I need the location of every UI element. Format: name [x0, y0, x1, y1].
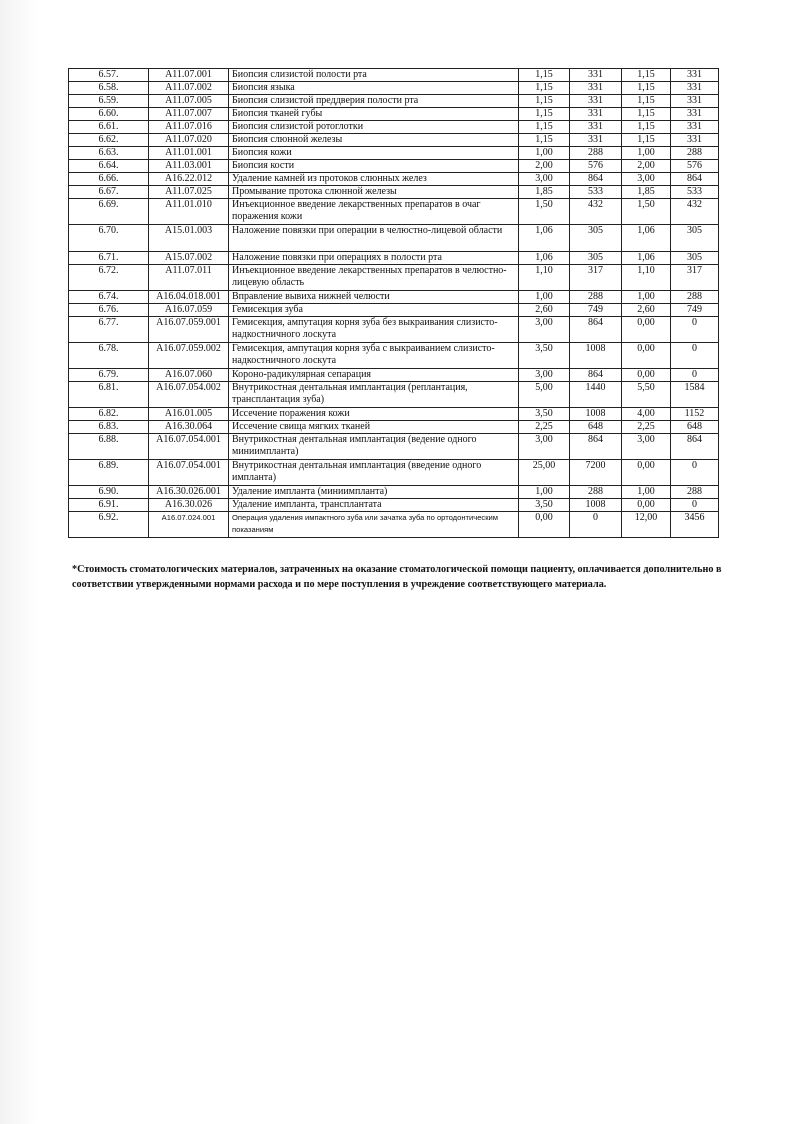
service-name-cell: Внутрикостная дентальная имплантация (ведение одного миниимпланта): [229, 434, 519, 460]
row-number-cell: 6.64.: [69, 160, 149, 173]
price-1-cell: 864: [570, 369, 622, 382]
service-code-cell: A16.07.060: [149, 369, 229, 382]
coefficient-2-cell: 1,15: [622, 95, 671, 108]
price-1-cell: 317: [570, 265, 622, 291]
table-row: [69, 147, 719, 160]
price-2-cell: 0: [671, 499, 719, 512]
coefficient-2-cell: 1,06: [622, 225, 671, 252]
table-row: [69, 95, 719, 108]
service-name-cell: Промывание протока слюнной железы: [229, 186, 519, 199]
service-code-cell: A15.07.002: [149, 252, 229, 265]
service-code-cell: A16.07.024.001: [149, 512, 229, 538]
row-number-cell: 6.61.: [69, 121, 149, 134]
table-row: [69, 382, 719, 408]
coefficient-1-cell: 1,00: [519, 291, 570, 304]
table-row: [69, 108, 719, 121]
table-row: [69, 343, 719, 369]
price-1-cell: 1440: [570, 382, 622, 408]
coefficient-1-cell: 1,15: [519, 69, 570, 82]
price-2-cell: 3456: [671, 512, 719, 538]
service-code-cell: A16.07.054.001: [149, 434, 229, 460]
table-row: [69, 69, 719, 82]
service-code-cell: A11.07.005: [149, 95, 229, 108]
coefficient-1-cell: 1,15: [519, 134, 570, 147]
service-code-cell: A16.07.054.001: [149, 460, 229, 486]
row-number-cell: 6.63.: [69, 147, 149, 160]
service-code-cell: A16.07.059.001: [149, 317, 229, 343]
row-number-cell: 6.67.: [69, 186, 149, 199]
coefficient-1-cell: 2,00: [519, 160, 570, 173]
price-1-cell: 749: [570, 304, 622, 317]
price-1-cell: 288: [570, 486, 622, 499]
row-number-cell: 6.81.: [69, 382, 149, 408]
service-code-cell: A16.07.059.002: [149, 343, 229, 369]
coefficient-2-cell: 0,00: [622, 369, 671, 382]
coefficient-2-cell: 0,00: [622, 460, 671, 486]
row-number-cell: 6.66.: [69, 173, 149, 186]
service-name-cell: Наложение повязки при операции в челюстно-лицевой области: [229, 225, 519, 252]
price-1-cell: 1008: [570, 499, 622, 512]
coefficient-2-cell: 1,50: [622, 199, 671, 225]
table-row: [69, 434, 719, 460]
coefficient-1-cell: 1,06: [519, 252, 570, 265]
scan-edge-shadow: [0, 0, 38, 1124]
table-row: [69, 499, 719, 512]
service-code-cell: A16.01.005: [149, 408, 229, 421]
price-2-cell: 864: [671, 173, 719, 186]
service-code-cell: A11.07.016: [149, 121, 229, 134]
service-code-cell: A16.07.059: [149, 304, 229, 317]
row-number-cell: 6.70.: [69, 225, 149, 252]
price-1-cell: 331: [570, 134, 622, 147]
table-row: [69, 252, 719, 265]
coefficient-2-cell: 5,50: [622, 382, 671, 408]
price-1-cell: 648: [570, 421, 622, 434]
coefficient-2-cell: 4,00: [622, 408, 671, 421]
coefficient-2-cell: 1,06: [622, 252, 671, 265]
coefficient-1-cell: 1,10: [519, 265, 570, 291]
price-2-cell: 749: [671, 304, 719, 317]
service-code-cell: A16.04.018.001: [149, 291, 229, 304]
price-1-cell: 305: [570, 225, 622, 252]
coefficient-2-cell: 2,25: [622, 421, 671, 434]
price-2-cell: 432: [671, 199, 719, 225]
service-name-cell: Удаление камней из протоков слюнных желез: [229, 173, 519, 186]
service-name-cell: Инъекционное введение лекарственных препаратов в челюстно-лицевую область: [229, 265, 519, 291]
service-code-cell: A11.07.011: [149, 265, 229, 291]
service-name-cell: Иссечение поражения кожи: [229, 408, 519, 421]
table-row: [69, 134, 719, 147]
price-1-cell: 331: [570, 108, 622, 121]
service-code-cell: A11.07.020: [149, 134, 229, 147]
coefficient-1-cell: 1,15: [519, 95, 570, 108]
service-name-cell: Биопсия языка: [229, 82, 519, 95]
coefficient-2-cell: 1,15: [622, 108, 671, 121]
coefficient-2-cell: 2,00: [622, 160, 671, 173]
coefficient-2-cell: 0,00: [622, 499, 671, 512]
service-name-cell: Гемисекция, ампутация корня зуба без выкраивания слизисто-надкостничного лоскута: [229, 317, 519, 343]
service-name-cell: Иссечение свища мягких тканей: [229, 421, 519, 434]
service-name-cell: Наложение повязки при операциях в полости рта: [229, 252, 519, 265]
table-row: [69, 304, 719, 317]
service-code-cell: A11.07.025: [149, 186, 229, 199]
price-2-cell: 0: [671, 343, 719, 369]
price-1-cell: 864: [570, 434, 622, 460]
service-name-cell: Удаление импланта (миниимпланта): [229, 486, 519, 499]
price-2-cell: 1152: [671, 408, 719, 421]
row-number-cell: 6.92.: [69, 512, 149, 538]
row-number-cell: 6.58.: [69, 82, 149, 95]
row-number-cell: 6.59.: [69, 95, 149, 108]
table-row: [69, 291, 719, 304]
price-2-cell: 331: [671, 134, 719, 147]
coefficient-1-cell: 0,00: [519, 512, 570, 538]
service-code-cell: A15.01.003: [149, 225, 229, 252]
coefficient-2-cell: 1,00: [622, 147, 671, 160]
table-row: [69, 317, 719, 343]
price-2-cell: 648: [671, 421, 719, 434]
service-name-cell: Гемисекция, ампутация корня зуба с выкраиванием слизисто-надкостничного лоскута: [229, 343, 519, 369]
row-number-cell: 6.90.: [69, 486, 149, 499]
service-name-cell: Инъекционное введение лекарственных препаратов в очаг поражения кожи: [229, 199, 519, 225]
table-row: [69, 421, 719, 434]
table-row: [69, 199, 719, 225]
service-name-cell: Биопсия кожи: [229, 147, 519, 160]
coefficient-1-cell: 3,00: [519, 317, 570, 343]
table-row: [69, 486, 719, 499]
table-row: [69, 225, 719, 252]
price-2-cell: 533: [671, 186, 719, 199]
price-2-cell: 305: [671, 225, 719, 252]
service-code-cell: A16.07.054.002: [149, 382, 229, 408]
service-code-cell: A11.03.001: [149, 160, 229, 173]
price-1-cell: 432: [570, 199, 622, 225]
coefficient-2-cell: 1,85: [622, 186, 671, 199]
service-name-cell: Короно-радикулярная сепарация: [229, 369, 519, 382]
price-2-cell: 288: [671, 486, 719, 499]
row-number-cell: 6.89.: [69, 460, 149, 486]
coefficient-1-cell: 1,15: [519, 82, 570, 95]
row-number-cell: 6.76.: [69, 304, 149, 317]
price-2-cell: 331: [671, 95, 719, 108]
service-name-cell: Биопсия слизистой преддверия полости рта: [229, 95, 519, 108]
service-code-cell: A11.01.010: [149, 199, 229, 225]
service-code-cell: A16.22.012: [149, 173, 229, 186]
price-2-cell: 1584: [671, 382, 719, 408]
price-2-cell: 331: [671, 82, 719, 95]
service-code-cell: A11.07.007: [149, 108, 229, 121]
row-number-cell: 6.77.: [69, 317, 149, 343]
price-1-cell: 864: [570, 173, 622, 186]
service-name-cell: Биопсия слизистой ротоглотки: [229, 121, 519, 134]
price-2-cell: 331: [671, 108, 719, 121]
price-1-cell: 305: [570, 252, 622, 265]
price-2-cell: 0: [671, 317, 719, 343]
coefficient-2-cell: 1,15: [622, 121, 671, 134]
price-1-cell: 288: [570, 147, 622, 160]
price-2-cell: 331: [671, 69, 719, 82]
table-row: [69, 408, 719, 421]
price-1-cell: 576: [570, 160, 622, 173]
coefficient-1-cell: 25,00: [519, 460, 570, 486]
coefficient-1-cell: 3,50: [519, 343, 570, 369]
service-code-cell: A11.07.001: [149, 69, 229, 82]
price-2-cell: 331: [671, 121, 719, 134]
price-2-cell: 317: [671, 265, 719, 291]
service-name-cell: Внутрикостная дентальная имплантация (реплантация, трансплантация зуба): [229, 382, 519, 408]
row-number-cell: 6.79.: [69, 369, 149, 382]
price-1-cell: 864: [570, 317, 622, 343]
service-name-cell: Биопсия слюнной железы: [229, 134, 519, 147]
service-name-cell: Операция удаления импактного зуба или зачатка зуба по ортодонтическим показаниям: [229, 512, 519, 538]
coefficient-1-cell: 3,00: [519, 173, 570, 186]
coefficient-1-cell: 3,00: [519, 369, 570, 382]
table-row: [69, 173, 719, 186]
service-code-cell: A11.07.002: [149, 82, 229, 95]
table-row: [69, 460, 719, 486]
price-1-cell: 1008: [570, 343, 622, 369]
service-name-cell: Биопсия кости: [229, 160, 519, 173]
coefficient-2-cell: 1,10: [622, 265, 671, 291]
price-1-cell: 1008: [570, 408, 622, 421]
price-1-cell: 7200: [570, 460, 622, 486]
coefficient-1-cell: 3,50: [519, 499, 570, 512]
coefficient-1-cell: 1,06: [519, 225, 570, 252]
coefficient-1-cell: 3,00: [519, 434, 570, 460]
price-1-cell: 331: [570, 121, 622, 134]
coefficient-1-cell: 1,85: [519, 186, 570, 199]
price-1-cell: 533: [570, 186, 622, 199]
table-row: [69, 186, 719, 199]
service-code-cell: A16.30.064: [149, 421, 229, 434]
table-row: [69, 512, 719, 538]
coefficient-1-cell: 2,60: [519, 304, 570, 317]
row-number-cell: 6.69.: [69, 199, 149, 225]
coefficient-2-cell: 2,60: [622, 304, 671, 317]
coefficient-2-cell: 1,15: [622, 134, 671, 147]
service-code-cell: A16.30.026.001: [149, 486, 229, 499]
coefficient-2-cell: 1,00: [622, 486, 671, 499]
coefficient-1-cell: 1,00: [519, 486, 570, 499]
price-1-cell: 288: [570, 291, 622, 304]
row-number-cell: 6.57.: [69, 69, 149, 82]
coefficient-2-cell: 0,00: [622, 343, 671, 369]
row-number-cell: 6.74.: [69, 291, 149, 304]
price-2-cell: 864: [671, 434, 719, 460]
coefficient-1-cell: 2,25: [519, 421, 570, 434]
service-name-cell: Внутрикостная дентальная имплантация (введение одного импланта): [229, 460, 519, 486]
coefficient-2-cell: 3,00: [622, 434, 671, 460]
service-code-cell: A16.30.026: [149, 499, 229, 512]
service-name-cell: Биопсия тканей губы: [229, 108, 519, 121]
coefficient-2-cell: 1,15: [622, 69, 671, 82]
row-number-cell: 6.83.: [69, 421, 149, 434]
price-2-cell: 288: [671, 147, 719, 160]
services-price-table: [68, 68, 719, 538]
coefficient-1-cell: 1,50: [519, 199, 570, 225]
table-row: [69, 265, 719, 291]
coefficient-2-cell: 12,00: [622, 512, 671, 538]
coefficient-2-cell: 1,00: [622, 291, 671, 304]
service-name-cell: Биопсия слизистой полости рта: [229, 69, 519, 82]
coefficient-2-cell: 0,00: [622, 317, 671, 343]
service-name-cell: Удаление импланта, трансплантата: [229, 499, 519, 512]
coefficient-1-cell: 5,00: [519, 382, 570, 408]
price-2-cell: 0: [671, 369, 719, 382]
coefficient-1-cell: 1,15: [519, 108, 570, 121]
row-number-cell: 6.62.: [69, 134, 149, 147]
coefficient-1-cell: 3,50: [519, 408, 570, 421]
materials-cost-footnote: *Стоимость стоматологических материалов, затраченных на оказание стоматологической помощи пациенту, оплачивается дополнительно в соответствии утвержденными нормами расхода и по мере поступления в учреждение соответствующего материала.: [72, 564, 722, 590]
price-1-cell: 0: [570, 512, 622, 538]
row-number-cell: 6.82.: [69, 408, 149, 421]
price-1-cell: 331: [570, 95, 622, 108]
service-name-cell: Гемисекция зуба: [229, 304, 519, 317]
coefficient-1-cell: 1,15: [519, 121, 570, 134]
table-row: [69, 369, 719, 382]
row-number-cell: 6.91.: [69, 499, 149, 512]
price-1-cell: 331: [570, 82, 622, 95]
coefficient-1-cell: 1,00: [519, 147, 570, 160]
price-2-cell: 288: [671, 291, 719, 304]
price-2-cell: 305: [671, 252, 719, 265]
row-number-cell: 6.60.: [69, 108, 149, 121]
coefficient-2-cell: 1,15: [622, 82, 671, 95]
service-name-cell: Вправление вывиха нижней челюсти: [229, 291, 519, 304]
row-number-cell: 6.88.: [69, 434, 149, 460]
price-2-cell: 576: [671, 160, 719, 173]
table-row: [69, 121, 719, 134]
row-number-cell: 6.72.: [69, 265, 149, 291]
table-row: [69, 82, 719, 95]
price-2-cell: 0: [671, 460, 719, 486]
coefficient-2-cell: 3,00: [622, 173, 671, 186]
table-row: [69, 160, 719, 173]
table-body: [69, 69, 719, 538]
price-1-cell: 331: [570, 69, 622, 82]
row-number-cell: 6.78.: [69, 343, 149, 369]
row-number-cell: 6.71.: [69, 252, 149, 265]
service-code-cell: A11.01.001: [149, 147, 229, 160]
